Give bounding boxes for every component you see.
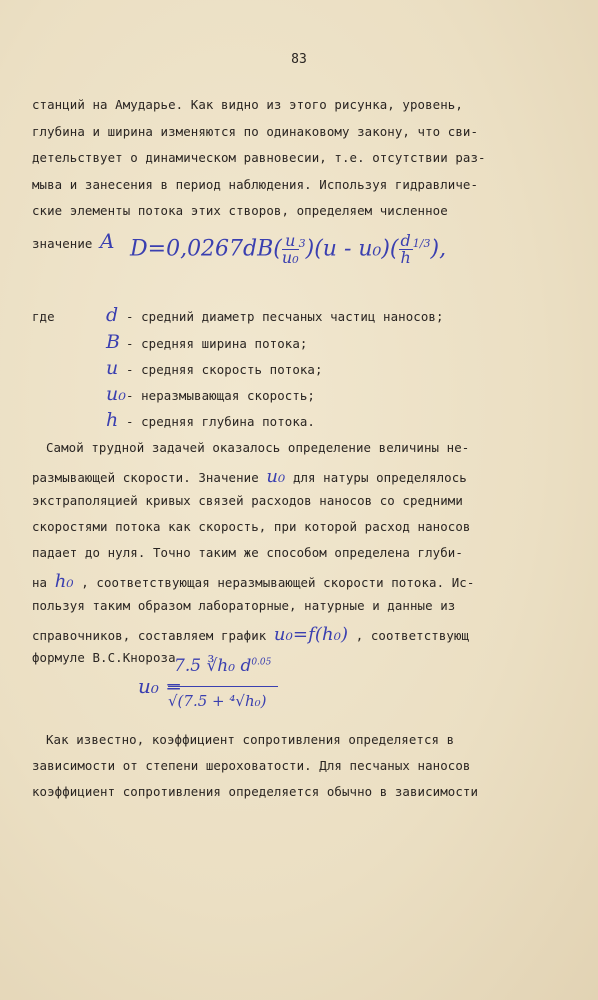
def-symbol: u — [106, 357, 119, 379]
value-label: значение — [32, 236, 93, 251]
symbol-u0: u₀ — [266, 466, 286, 487]
definition-item — [106, 357, 323, 379]
text-span: справочников, составляем график — [32, 628, 267, 643]
formula-mid: )(u - u₀)( — [305, 236, 399, 262]
text-span: , соответствующ — [355, 628, 470, 643]
def-symbol: h — [106, 409, 119, 431]
text-span: на — [32, 575, 48, 590]
text-line: Как известно, коэффициент сопротивления определяется в — [46, 732, 455, 747]
def-text: - средняя ширина потока; — [126, 336, 308, 351]
formula-numerator — [174, 656, 271, 676]
text-line: ские элементы потока этих створов, определяем численное — [32, 203, 448, 218]
frac-den: h — [400, 248, 411, 267]
text-line — [32, 466, 467, 487]
symbol-h0: h₀ — [54, 571, 74, 592]
value-symbol: A — [100, 229, 115, 253]
def-text: - неразмывающая скорость; — [126, 388, 315, 403]
text-line: глубина и ширина изменяются по одинаковому закону, что сви- — [32, 124, 479, 139]
text-line: Самой трудной задачей оказалось определение величины не- — [46, 440, 470, 455]
text-line: зависимости от степени шероховатости. Для песчаных наносов — [32, 758, 471, 773]
text-line: скоростями потока как скорость, при которой расход наносов — [32, 519, 471, 534]
text-line: экстраполяцией кривых связей расходов наносов со средними — [32, 493, 463, 508]
def-text: - средняя скорость потока; — [126, 362, 323, 377]
text-line: станций на Амударье. Как видно из этого рисунка, уровень, — [32, 97, 463, 112]
text-line: коэффициент сопротивления определяется обычно в зависимости — [32, 784, 479, 799]
definition-item — [106, 409, 315, 431]
text-line — [32, 571, 474, 592]
frac-num: u — [282, 233, 299, 250]
formula-lhs: D — [130, 236, 148, 262]
frac-num: d — [400, 231, 411, 250]
numerator-text: 7.5 ∛h₀ d — [174, 656, 252, 676]
text-line — [32, 624, 469, 645]
formula-knoroz — [138, 648, 298, 728]
page-number: 83 — [291, 52, 307, 67]
value-line — [32, 229, 115, 253]
text-span: размывающей скорости. Значение — [32, 470, 259, 485]
frac-den: u₀ — [281, 248, 299, 267]
definition-item — [106, 383, 315, 405]
text-span: , соответствующая неразмывающей скорости потока. Ис- — [81, 575, 475, 590]
definition-item — [106, 304, 444, 326]
formula-lhs: u₀ = — [138, 674, 183, 698]
fraction-d-h — [399, 233, 413, 266]
graph-function: u₀=f(h₀) — [273, 624, 349, 645]
def-symbol: d — [106, 304, 119, 326]
exponent: 0.05 — [251, 657, 272, 668]
formula-end: ), — [430, 236, 447, 262]
text-line: падает до нуля. Точно таким же способом определена глуби- — [32, 545, 463, 560]
def-text: - средний диаметр песчаных частиц наносов; — [126, 309, 444, 324]
text-line: детельствует о динамическом равновесии, т.е. отсутствии раз- — [32, 150, 486, 165]
def-symbol: B — [106, 331, 121, 353]
text-line: пользуя таким образом лабораторные, натурные и данные из — [32, 598, 456, 613]
text-line: формуле В.С.Кнороза — [32, 650, 176, 665]
formula-transport — [130, 233, 446, 266]
text-line: мыва и занесения в период наблюдения. Используя гидравличе- — [32, 177, 479, 192]
text-span: для натуры определялось — [292, 470, 467, 485]
fraction-bar — [168, 686, 278, 687]
exponent: 1/3 — [412, 237, 431, 251]
def-text: - средняя глубина потока. — [126, 414, 315, 429]
formula-coef: =0,0267dB( — [147, 236, 282, 262]
definition-item — [106, 331, 307, 353]
fraction-u-u0 — [282, 233, 299, 266]
exponent: 3 — [298, 237, 306, 251]
formula-denominator: √(7.5 + ⁴√h₀) — [168, 692, 267, 710]
def-symbol: u₀ — [106, 383, 127, 405]
where-label: где — [32, 309, 55, 324]
